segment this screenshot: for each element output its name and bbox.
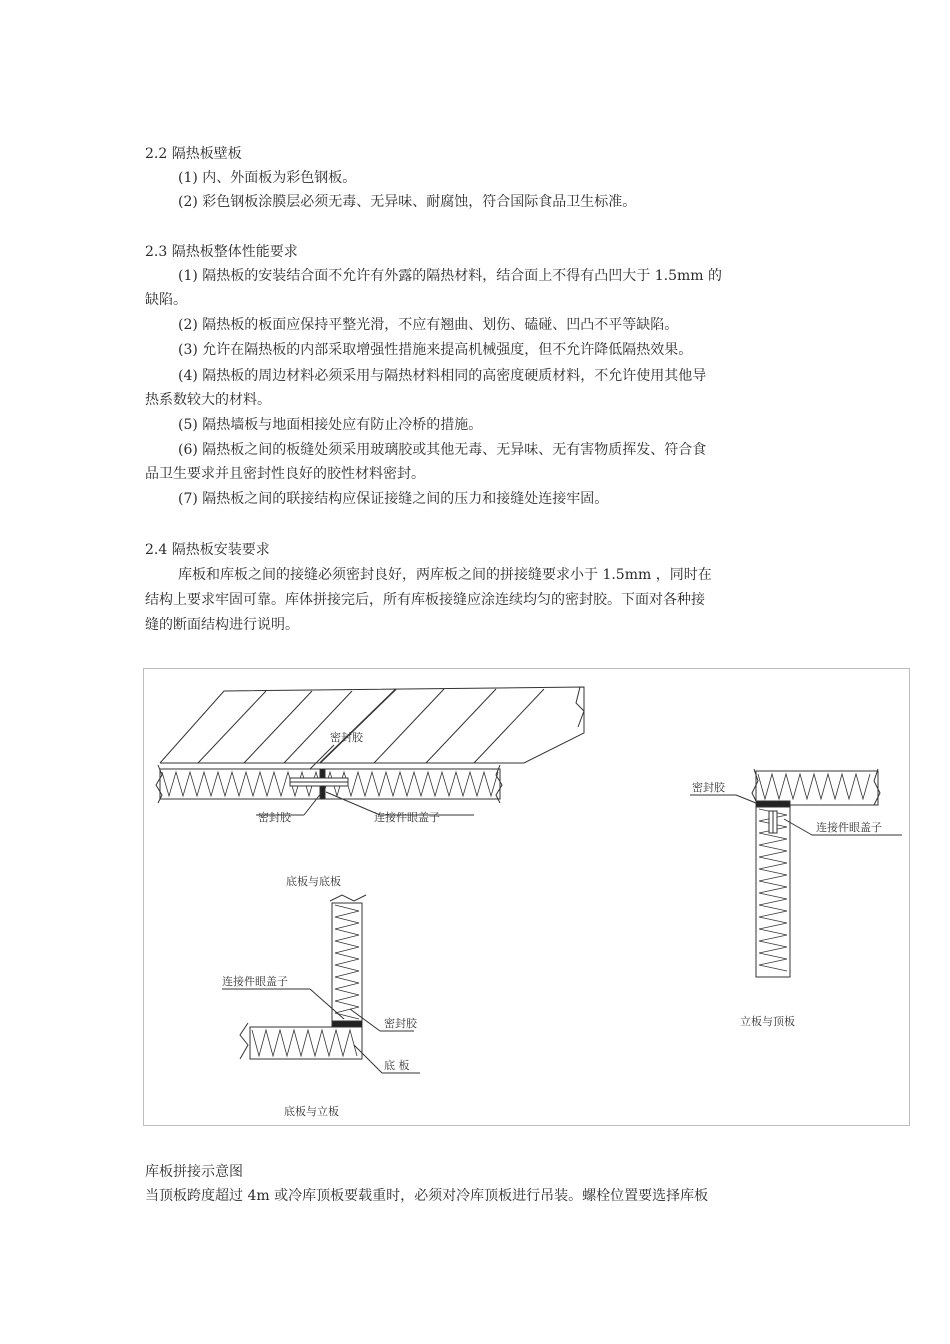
- paragraph-line: 热系数较大的材料。: [145, 392, 271, 408]
- paragraph-line: (1) 内、外面板为彩色钢板。: [178, 170, 357, 186]
- paragraph-line: (3) 允许在隔热板的内部采取增强性措施来提高机械强度，但不允许降低隔热效果。: [178, 342, 693, 358]
- label-sealant-top: 密封胶: [330, 731, 363, 744]
- paragraph-line: 结构上要求牢固可靠。库体拼接完后，所有库板接缝应涂连续均匀的密封胶。下面对各种接: [145, 592, 705, 608]
- paragraph-line: (6) 隔热板之间的板缝处须采用玻璃胶或其他无毒、无异味、无有害物质挥发、符合食: [178, 442, 707, 458]
- label-sealant-floor: 密封胶: [384, 1017, 417, 1030]
- panel-joint-diagram: [143, 668, 910, 1126]
- label-sealant-wall: 密封胶: [692, 781, 725, 794]
- caption-floor-to-floor: 底板与底板: [286, 875, 341, 888]
- wall-to-ceiling-drawing: [690, 769, 902, 977]
- paragraph-line: (1) 隔热板的安装结合面不允许有外露的隔热材料，结合面上不得有凸凹大于 1.5mm 的: [178, 268, 722, 284]
- figure-caption: 库板拼接示意图: [145, 1164, 243, 1180]
- label-connector-cap: 连接件眼盖子: [374, 811, 440, 824]
- label-connector-cap-floor: 连接件眼盖子: [222, 975, 288, 988]
- section-heading-2-4: 2.4 隔热板安装要求: [145, 542, 270, 558]
- section-heading-2-2: 2.2 隔热板壁板: [145, 146, 242, 162]
- paragraph-line: (4) 隔热板的周边材料必须采用与隔热材料相同的高密度硬质材料，不允许使用其他导: [178, 368, 707, 384]
- label-connector-cap-wall: 连接件眼盖子: [816, 821, 882, 834]
- paragraph-line: 缺陷。: [145, 292, 187, 308]
- paragraph-line: 品卫生要求并且密封性良好的胶性材料密封。: [145, 466, 425, 482]
- paragraph-line: (2) 彩色钢板涂膜层必须无毒、无异味、耐腐蚀，符合国际食品卫生标准。: [178, 194, 637, 210]
- paragraph-line: (2) 隔热板的板面应保持平整光滑，不应有翘曲、划伤、磕碰、凹凸不平等缺陷。: [178, 317, 679, 333]
- caption-floor-to-wall: 底板与立板: [284, 1105, 339, 1118]
- paragraph-line: 库板和库板之间的接缝必须密封良好，两库板之间的拼接缝要求小于 1.5mm ，同时在: [178, 567, 712, 583]
- label-sealant: 密封胶: [258, 811, 291, 824]
- paragraph-line: (7) 隔热板之间的联接结构应保证接缝之间的压力和接缝处连接牢固。: [178, 491, 609, 507]
- label-floor: 底 板: [384, 1059, 410, 1072]
- floor-to-floor-drawing: [156, 687, 584, 815]
- paragraph-line: (5) 隔热墙板与地面相接处应有防止冷桥的措施。: [178, 417, 483, 433]
- paragraph-line: 当顶板跨度超过 4m 或冷库顶板要载重时，必须对冷库顶板进行吊装。螺栓位置要选择库板: [145, 1188, 709, 1204]
- joint-diagram-svg: [144, 669, 911, 1127]
- section-heading-2-3: 2.3 隔热板整体性能要求: [145, 244, 298, 260]
- caption-wall-to-ceiling: 立板与顶板: [740, 1015, 795, 1028]
- paragraph-line: 缝的断面结构进行说明。: [145, 617, 299, 633]
